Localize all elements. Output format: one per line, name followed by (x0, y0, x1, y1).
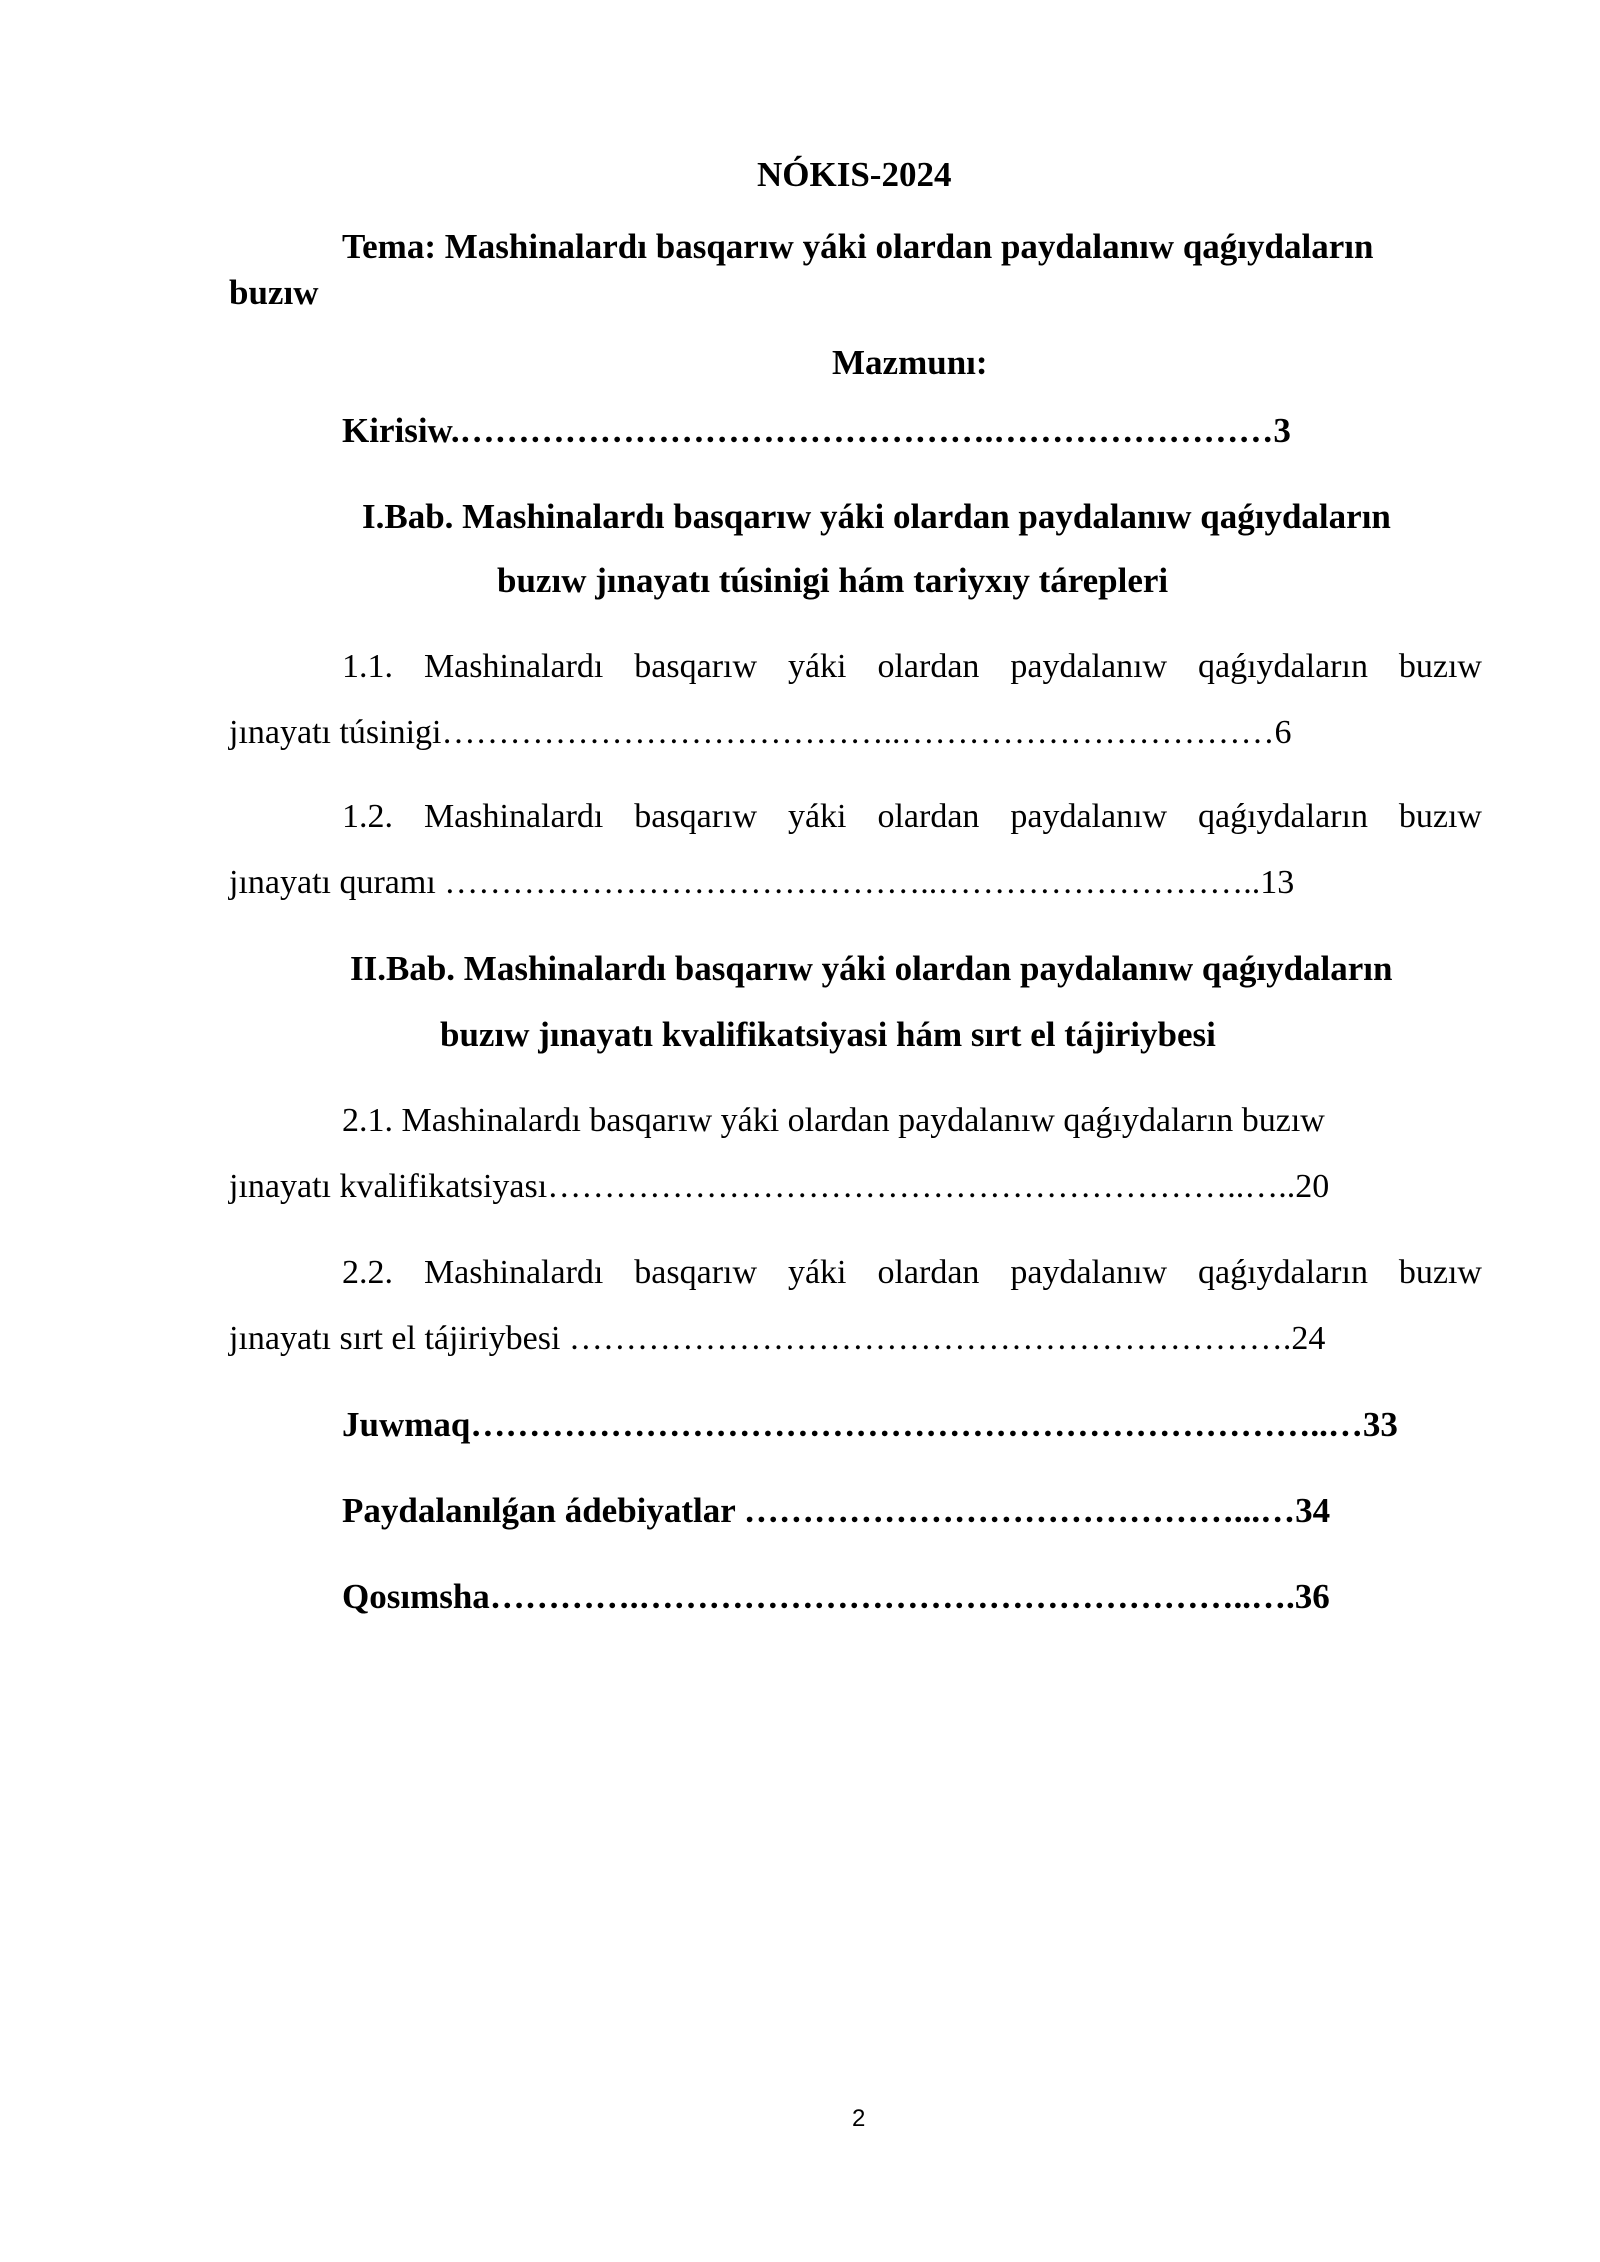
toc-chapter-1-line-1: I.Bab. Mashinalardı basqarıw yáki olardan paydalanıw qaǵıydaların (362, 497, 1391, 536)
city-year-heading: NÓKIS-2024 (757, 155, 952, 194)
toc-section-2-2-line-2: jınayatı sırt el tájiriybesi ……………………………………………………….24 (229, 1320, 1326, 1357)
topic-line-1: Tema: Mashinalardı basqarıw yáki olardan paydalanıw qaǵıydaların (342, 227, 1374, 266)
toc-section-1-2-line-1: 1.2. Mashinalardı basqarıw yáki olardan paydalanıw qaǵıydaların buzıw (342, 798, 1482, 835)
toc-chapter-1-line-2: buzıw jınayatı túsinigi hám tariyxıy tárepleri (497, 561, 1169, 600)
toc-section-1-1-line-2: jınayatı túsinigi…………………………………..……………………………6 (229, 714, 1292, 751)
toc-entry-references: Paydalanılǵan ádebiyatlar ……………………………………...…34 (342, 1491, 1331, 1530)
toc-chapter-2-line-2: buzıw jınayatı kvalifikatsiyasi hám sırt el tájiriybesi (440, 1015, 1216, 1054)
toc-section-1-1-line-1: 1.1. Mashinalardı basqarıw yáki olardan paydalanıw qaǵıydaların buzıw (342, 648, 1482, 685)
toc-section-1-2-line-2: jınayatı quramı ……………………………………..………………………..13 (229, 864, 1295, 901)
toc-entry-intro: Kirisiw.……………………………………….……………………3 (342, 411, 1291, 450)
toc-section-2-1-line-2: jınayatı kvalifikatsiyası……………………………………………………..…..20 (229, 1168, 1330, 1205)
page-number: 2 (852, 2105, 866, 2132)
toc-section-2-2-line-1: 2.2. Mashinalardı basqarıw yáki olardan paydalanıw qaǵıydaların buzıw (342, 1254, 1482, 1291)
toc-entry-appendix: Qosımsha………….……………………………………………..….36 (342, 1577, 1330, 1616)
toc-heading: Mazmunı: (832, 343, 988, 382)
toc-chapter-2-line-1: II.Bab. Mashinalardı basqarıw yáki olardan paydalanıw qaǵıydaların (350, 949, 1393, 988)
toc-entry-conclusion: Juwmaq………………………………………………………………..…33 (342, 1405, 1398, 1444)
topic-line-2: buzıw (229, 273, 319, 312)
toc-section-2-1-line-1: 2.1. Mashinalardı basqarıw yáki olardan paydalanıw qaǵıydaların buzıw (342, 1102, 1325, 1139)
